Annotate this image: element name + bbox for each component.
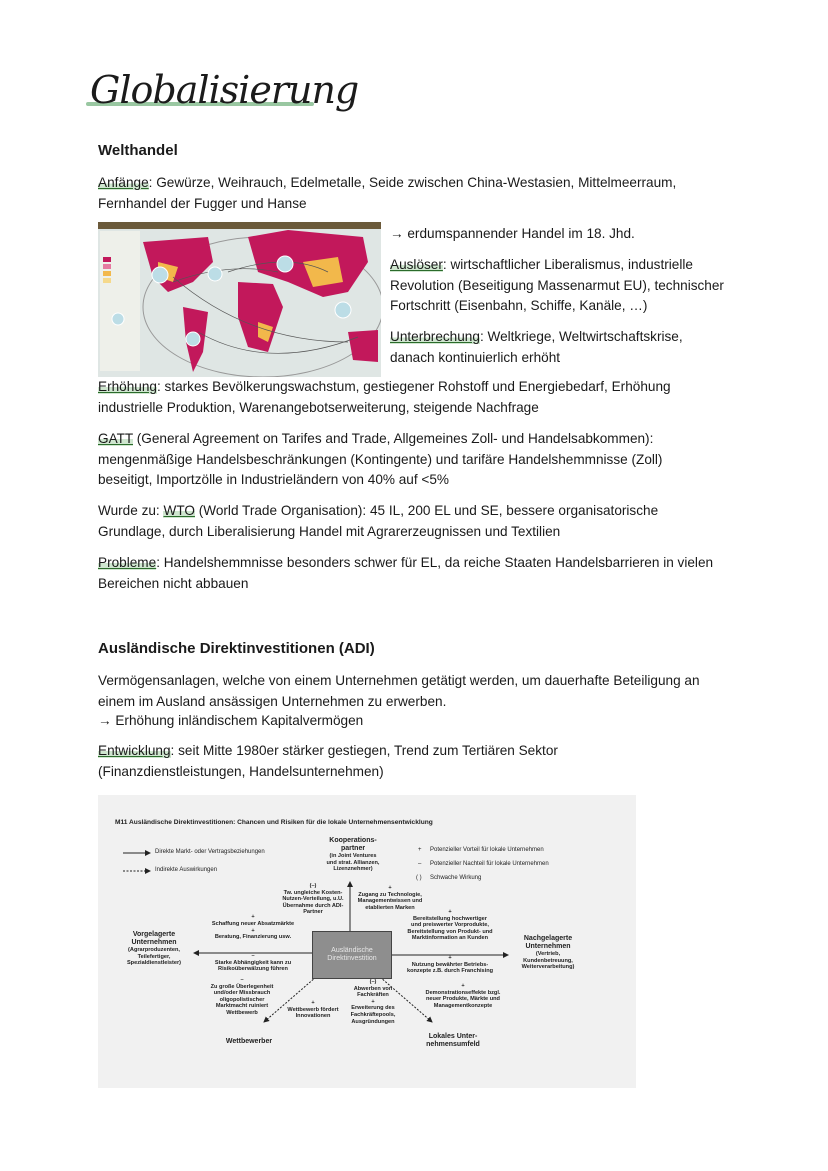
annotation: (–) Abwerben von Fachkräften + Erweiterung des Fachkräftepools, Ausgründungen (350, 979, 396, 1025)
keyword: WTO (163, 503, 195, 518)
annotation: + Nutzung bewährter Betriebs- konzepte z.B. durch Franchising (406, 955, 494, 975)
paragraph-ausloeser: Auslöser: wirtschaftlicher Liberalismus, industrielle Revolution (Beseitigung Massenarmut EU), technischer Fortschritt (Eisenbahn, Schiffe, Kanäle, …) (390, 257, 724, 313)
node-sub: (Vertrieb, Kundenbetreuung, Weiterverarbeitung) (521, 951, 575, 971)
legend-direct: Direkte Markt- oder Vertragsbeziehungen (155, 849, 265, 855)
keyword: Erhöhung (98, 379, 157, 394)
annotation: + Wettbewerb fördert Innovationen (287, 1000, 339, 1020)
keyword: Unterbrechung (390, 329, 480, 344)
annotation: + Schaffung neuer Absatzmärkte + Beratung, Finanzierung usw. (211, 914, 295, 941)
annotation: + Zugang zu Technologie, Managementwissen und etablierten Marken (357, 885, 423, 911)
keyword: GATT (98, 431, 133, 446)
adi-diagram-image: M11 Ausländische Direktinvestitionen: Chancen und Risiken für die lokale Unternehmensentwicklung Direkte Markt- oder Vertragsbeziehungen Indirekte Auswirkungen + Potenzieller Vorteil für lokale Unternehmen – Potenzieller Nachteil für lokale Unternehmen ( ) Schwache Wirkung Ausländische Direktinvestition Kooperations- partner (in Joint Ventures und strat. Allianzen, Lizenznehmer) Vorgelagerte Unternehmen (Agrarproduzenten, Teilefertiger, Spezialdienstleister) Nachgelagerte Unternehmen (Vertrieb, Kundenbetreuung, Weiterverarbeitung) Wettbewerber Lokales Unter- nehmensumfeld (–) Tw. ungleiche Kosten- Nutzen-Verteilung, u.U. Übernahme durch ADI- Partner + Zugang zu Technologie, Managementwissen und etablierten Marken + Schaffung neuer Absatzmärkte + Beratung, Finanzierung usw. – Starke Abhängigkeit kann zu Risikoüberwälzung führen – Zu große Überlegenheit und/oder Missbrauch oligopolistischer Marktmacht ruiniert Wettbewerb + Wettbewerb fördert Innovationen (–) Abwerben von Fachkräften + Erweiterung des Fachkräftepools, Ausgründungen + Bereitstellung hochwertiger und preiswerter Vorprodukte, Bereitstellung von Produkt- und Marktinformation an Kunden + Nutzung bewährter Betriebs- konzepte z.B. durch Franchising + Demonstrationseffekte bzgl. neuer Produkte, Märkte und Managementkonzepte (98, 795, 636, 1088)
legend-indirect: Indirekte Auswirkungen (155, 867, 218, 873)
legend-weak: Schwache Wirkung (430, 875, 482, 881)
keyword: Anfänge (98, 175, 149, 190)
paragraph-anfaenge: Anfänge: Gewürze, Weihrauch, Edelmetalle, Seide zwischen China-Westasien, Mittelmeerraum, Fernhandel der Fugger und Hanse (98, 175, 677, 211)
paragraph-wto: Wurde zu: WTO (World Trade Organisation): 45 IL, 200 EL und SE, bessere organisatorische Grundlage, durch Liberalisierung Handel mit Agrarerzeugnissen und Textilien (98, 503, 659, 539)
node-vorgelagerte: Vorgelagerte Unternehmen (131, 931, 177, 946)
world-trade-map-image (98, 222, 381, 377)
paragraph-gatt: GATT (General Agreement on Tarifes and Trade, Allgemeines Zoll- und Handelsabkommen): mengenmäßige Handelsbeschränkungen (Kontingente) und tarifäre Handelshemmnisse (Zoll) beseitigt, Importzölle in Industrieländern von 40% auf <5% (98, 431, 663, 487)
legend-plus: Potenzieller Vorteil für lokale Unternehmen (430, 847, 544, 853)
annotation: + Demonstrationseffekte bzgl. neuer Produkte, Märkte und Managementkonzepte (425, 983, 501, 1009)
legend-minus: Potenzieller Nachteil für lokale Unternehmen (430, 861, 549, 867)
text-kapitalvermoegen: → Erhöhung inländischem Kapitalvermögen (98, 713, 364, 728)
section-heading-adi: Ausländische Direktinvestitionen (ADI) (98, 640, 375, 657)
paragraph-erhoehung: Erhöhung: starkes Bevölkerungswachstum, gestiegener Rohstoff und Energiebedarf, Erhöhung industrielle Produktion, Warenangebotserweiterung, steigende Nachfrage (98, 379, 671, 415)
keyword: Probleme (98, 555, 157, 570)
annotation: – Starke Abhängigkeit kann zu Risikoüberwälzung führen (214, 953, 292, 973)
node-sub: (in Joint Ventures und strat. Allianzen, Lizenznehmer) (326, 853, 380, 873)
paragraph-entwicklung: Entwicklung: seit Mitte 1980er stärker gestiegen, Trend zum Tertiären Sektor (Finanzdienstleistungen, Handelsunternehmen) (98, 743, 558, 779)
keyword: Auslöser (390, 257, 443, 272)
page-title: Globalisierung (90, 68, 359, 112)
paragraph-unterbrechung: Unterbrechung: Weltkriege, Weltwirtschaftskrise, danach kontinuierlich erhöht (390, 329, 683, 365)
diagram-title: M11 Ausländische Direktinvestitionen: Chancen und Risiken für die lokale Unternehmensentwicklung (115, 819, 433, 826)
node-sub: (Agrarproduzenten, Teilefertiger, Spezialdienstleister) (126, 947, 182, 967)
section-heading-welthandel: Welthandel (98, 142, 178, 159)
annotation: (–) Tw. ungleiche Kosten- Nutzen-Verteilung, u.U. Übernahme durch ADI- Partner (282, 883, 344, 916)
annotation: – Zu große Überlegenheit und/oder Missbrauch oligopolistischer Marktmacht ruiniert Wettbewerb (210, 977, 274, 1016)
node-lokales-umfeld: Lokales Unter- nehmensumfeld (426, 1033, 480, 1048)
node-wettbewerber: Wettbewerber (225, 1038, 273, 1045)
paragraph-adi-definition: Vermögensanlagen, welche von einem Unternehmen getätigt werden, um dauerhafte Beteiligung an einem im Ausland ansässigen Unternehmen zu erwerben. (98, 673, 700, 709)
keyword: Entwicklung (98, 743, 171, 758)
node-kooperationspartner: Kooperations- partner (329, 837, 377, 852)
text-erdumspannend: → erdumspannender Handel im 18. Jhd. (390, 226, 635, 241)
annotation: + Bereitstellung hochwertiger und preiswerter Vorprodukte, Bereitstellung von Produkt- und Marktinformation an Kunden (407, 909, 493, 942)
paragraph-probleme: Probleme: Handelshemmnisse besonders schwer für EL, da reiche Staaten Handelsbarrieren in vielen Bereichen nicht abbauen (98, 555, 714, 591)
center-box: Ausländische Direktinvestition (312, 931, 392, 979)
node-nachgelagerte: Nachgelagerte Unternehmen (523, 935, 573, 950)
